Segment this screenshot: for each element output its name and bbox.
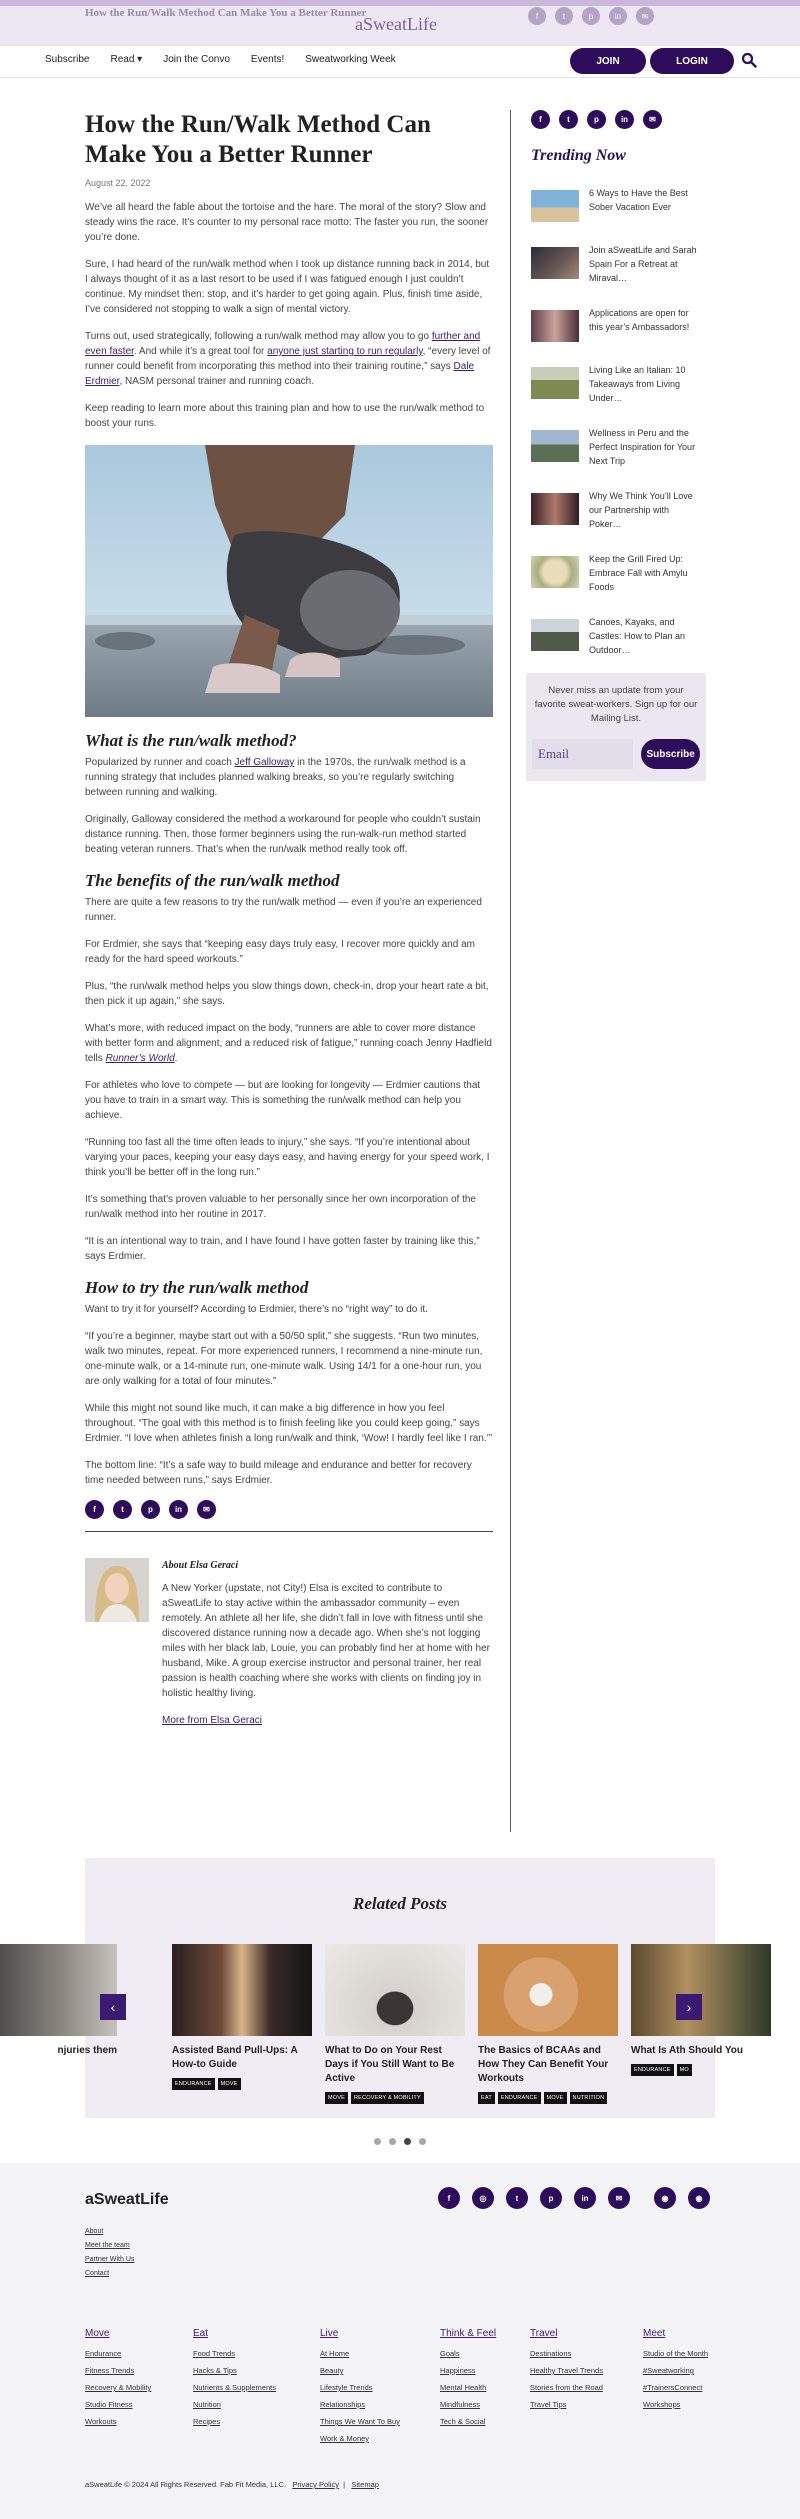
runner-tying-shoe-image	[85, 445, 493, 717]
divider	[85, 1531, 493, 1532]
tag[interactable]: ENDURANCE	[631, 2064, 674, 2076]
footer-link-contact[interactable]: Contact	[85, 2270, 110, 2277]
sitemap-link[interactable]: Sitemap	[351, 2480, 379, 2489]
top-strip	[0, 0, 800, 46]
related-tags	[478, 2092, 618, 2104]
main-nav	[0, 46, 800, 78]
author-bio: A New Yorker (upstate, not City!) Elsa is excited to contribute to aSweatLife to stay active within the ambassador community – even remotely. An athlete all her life, she didn’t fall in love with fitness until she discovered distance running now a decade ago. When she’s not logging miles with her black lab, Louie, you can probably find her at home with her husband, Mike. A group exercise instructor and personal trainer, her real passion is health coaching where she works with clients on finding joy in holistic healthy living.	[162, 1583, 490, 1699]
related-posts	[57, 1858, 744, 2118]
footer-col-link[interactable]: Workshops	[643, 2400, 681, 2409]
linkedin-icon[interactable]: in	[609, 7, 627, 25]
nav-links	[45, 54, 396, 65]
avatar	[85, 1558, 149, 1622]
trending-title: Why We Think You’ll Love our Partnership with Poker…	[589, 491, 693, 529]
footer-link-about[interactable]: About	[85, 2228, 104, 2235]
strip-article-title: How the Run/Walk Method Can Make You a Better Runner	[85, 7, 367, 19]
trending-title: Applications are open for this year’s Ambassadors!	[589, 308, 690, 332]
footer-col-eat	[193, 2328, 303, 2426]
footer-col-link[interactable]: Happiness	[440, 2366, 476, 2375]
tag[interactable]: ENDURANCE	[498, 2092, 541, 2104]
email-icon[interactable]: ✉	[608, 2187, 630, 2209]
trending-thumb	[531, 556, 579, 588]
footer-col-heading[interactable]: Travel	[530, 2328, 558, 2339]
related-card[interactable]	[172, 1944, 312, 2090]
footer-col-link[interactable]: Lifestyle Trends	[320, 2383, 373, 2392]
footer-col-link[interactable]: Things We Want To Buy	[320, 2417, 400, 2426]
footer-col-link[interactable]: Goals	[440, 2349, 460, 2358]
paragraph: We’ve all heard the fable about the tortoise and the hare. The moral of the story? Slow and steady wins the race. It’s counter to my personal race motto: The faster you run, the sooner you’re done.	[85, 202, 489, 243]
footer-col-link[interactable]: Nutrition	[193, 2400, 221, 2409]
footer-col-link[interactable]: Beauty	[320, 2366, 344, 2375]
footer-col-link[interactable]: Recovery & Mobility	[85, 2383, 152, 2392]
footer-col-link[interactable]: At Home	[320, 2349, 350, 2358]
pinterest-icon[interactable]: p	[141, 1500, 160, 1519]
footer-col-link[interactable]: Nutrients & Supplements	[193, 2383, 276, 2392]
strip-logo[interactable]: aSweatLife	[355, 14, 437, 34]
footer-link-team[interactable]: Meet the team	[85, 2242, 130, 2249]
facebook-icon[interactable]: f	[438, 2187, 460, 2209]
paragraph: There are quite a few reasons to try the run/walk method — even if you’re an experienced runner.	[85, 897, 482, 923]
footer-social	[438, 2187, 710, 2209]
author-body	[162, 1558, 493, 1728]
link-dale-erdmier[interactable]: Dale Erdmier	[85, 361, 475, 387]
login-button[interactable]: LOGIN	[650, 48, 734, 74]
related-title: What to Do on Your Rest Days if You Still Want to Be Active	[325, 2045, 455, 2084]
newsletter-box	[526, 673, 706, 781]
related-tags	[325, 2092, 465, 2104]
footer-col-move	[85, 2328, 195, 2426]
carousel-dot-active[interactable]	[404, 2138, 411, 2145]
related-image	[172, 1944, 312, 2036]
subscribe-button[interactable]: Subscribe	[641, 739, 700, 769]
hero-image	[85, 445, 493, 717]
footer-col-link[interactable]: Tech & Social	[440, 2417, 486, 2426]
author-box	[85, 1558, 493, 1728]
linkedin-icon[interactable]: in	[574, 2187, 596, 2209]
twitter-icon[interactable]: t	[559, 110, 578, 129]
progress-bar	[0, 0, 800, 6]
related-image	[0, 1944, 117, 2036]
carousel-dot[interactable]	[374, 2138, 381, 2145]
strip-social	[528, 7, 654, 25]
trending-thumb	[531, 619, 579, 651]
paragraph: Originally, Galloway considered the method a workaround for people who couldn’t sustain distance running. Then, those former beginners using the run-walk-run method started beating veteran runners. That’s when the run/walk method really took off.	[85, 814, 481, 855]
footer-col-link[interactable]: #TrainersConnect	[643, 2383, 703, 2392]
pinterest-icon[interactable]: p	[587, 110, 606, 129]
column-divider	[510, 110, 511, 1832]
paragraph: For athletes who love to compete — but are looking for longevity — Erdmier cautions that you have to train in a smart way. This is something the run/walk method can help you achieve.	[85, 1080, 481, 1121]
carousel-prev-button[interactable]: ‹	[100, 1994, 126, 2020]
trending-title: Keep the Grill Fired Up: Embrace Fall with Amylu Foods	[589, 554, 688, 592]
footer-col-link[interactable]: Destinations	[530, 2349, 572, 2358]
pinterest-icon[interactable]: p	[582, 7, 600, 25]
footer-col-link[interactable]: Mindfulness	[440, 2400, 481, 2409]
author-photo	[85, 1558, 149, 1622]
join-button[interactable]: JOIN	[570, 48, 646, 74]
email-icon[interactable]: ✉	[197, 1500, 216, 1519]
heading-how: How to try the run/walk method	[85, 1278, 309, 1297]
tag[interactable]: NUTRITION	[570, 2092, 608, 2104]
paragraph: Want to try it for yourself? According to Erdmier, there’s no “right way” to do it.	[85, 1304, 428, 1315]
footer-col-link[interactable]: Mental Health	[440, 2383, 487, 2392]
link-jeff-galloway[interactable]: Jeff Galloway	[234, 757, 295, 768]
article	[85, 110, 493, 1728]
footer-col-heading[interactable]: Meet	[643, 2328, 666, 2339]
carousel-dot[interactable]	[419, 2138, 426, 2145]
related-title: What Is Ath Should You	[631, 2045, 744, 2056]
related-image	[325, 1944, 465, 2036]
trending-item[interactable]	[531, 186, 701, 222]
trending-thumb	[531, 367, 579, 399]
paragraph: Plus, “the run/walk method helps you slow things down, check-in, drop your heart rate a bit, then pick it up again,” she says.	[85, 981, 489, 1007]
twitter-icon[interactable]: t	[506, 2187, 528, 2209]
facebook-icon[interactable]: f	[531, 110, 550, 129]
copyright	[85, 2480, 379, 2489]
footer	[0, 2163, 800, 2519]
heading-what: What is the run/walk method?	[85, 731, 297, 750]
text: , “every level of runner could benefit from incorporating this method into their training routine,” says	[85, 346, 491, 372]
tag[interactable]: MOVE	[325, 2092, 348, 2104]
paragraph: For Erdmier, she says that “keeping easy days truly easy, I recover more quickly and am ready for the hard speed workouts.”	[85, 939, 475, 965]
paragraph: “If you’re a beginner, maybe start out with a 50/50 split,” she suggests. “Run two minutes, walk two minutes, repeat. For more experienced runners, I recommend a nine-minute run, one-minute walk, or a 14-minute run, one-minute walk. Using 14/1 for a one-hour run, you are only walking for a total of four minutes.”	[85, 1331, 483, 1387]
related-card[interactable]	[325, 1944, 465, 2104]
tag[interactable]: MOVE	[218, 2078, 241, 2090]
footer-col-travel	[530, 2328, 640, 2409]
facebook-icon[interactable]: f	[528, 7, 546, 25]
tag[interactable]: RECOVERY & MOBILITY	[351, 2092, 424, 2104]
tag[interactable]: ENDURANCE	[172, 2078, 215, 2090]
separator: |	[343, 2480, 346, 2489]
footer-col-heading[interactable]: Live	[320, 2328, 339, 2339]
footer-col-link[interactable]: Hacks & Tips	[193, 2366, 237, 2375]
twitter-icon[interactable]: t	[555, 7, 573, 25]
trending-thumb	[531, 190, 579, 222]
footer-col-link[interactable]: Food Trends	[193, 2349, 236, 2358]
trending-thumb	[531, 247, 579, 279]
nav-sweatworking-week[interactable]: Sweatworking Week	[305, 54, 396, 65]
related-title: Assisted Band Pull-Ups: A How-to Guide	[172, 2045, 298, 2070]
nav-read[interactable]: Read ▾	[110, 54, 143, 65]
footer-col-link[interactable]: #Sweatworking	[643, 2366, 694, 2375]
trending-item[interactable]	[531, 489, 701, 531]
trending-title: Join aSweatLife and Sarah Spain For a Retreat at Miraval…	[589, 245, 697, 283]
footer-col-link[interactable]: Stories from the Road	[530, 2383, 603, 2392]
instagram-icon[interactable]: ◎	[472, 2187, 494, 2209]
trending-item[interactable]	[531, 552, 701, 594]
text: Runner’s World	[105, 1053, 175, 1064]
paragraph	[85, 1021, 493, 1066]
footer-col-heading[interactable]: Think & Feel	[440, 2328, 497, 2339]
sidebar-social	[531, 110, 701, 129]
trending-item[interactable]	[531, 363, 701, 405]
sidebar	[531, 110, 701, 781]
twitter-icon[interactable]: t	[113, 1500, 132, 1519]
trending-item[interactable]	[531, 615, 701, 657]
more-from-author-link[interactable]: More from Elsa Geraci	[162, 1715, 263, 1726]
paragraph	[85, 329, 493, 389]
text: Turns out, used strategically, following a run/walk method may allow you to go	[85, 331, 432, 342]
paragraph: It’s something that’s proven valuable to her personally since her own incorporation of the run/walk method into her routine in 2017.	[85, 1194, 476, 1220]
nav-events[interactable]: Events!	[250, 54, 285, 65]
trending-thumb	[531, 493, 579, 525]
trending-thumb	[531, 310, 579, 342]
footer-col-link[interactable]: Workouts	[85, 2417, 117, 2426]
trending-item[interactable]	[531, 306, 701, 342]
related-title: njuries them	[57, 2045, 117, 2056]
footer-col-link[interactable]: Travel Tips	[530, 2400, 567, 2409]
linkedin-icon[interactable]: in	[169, 1500, 188, 1519]
carousel-dots	[0, 2138, 800, 2145]
footer-col-link[interactable]: Healthy Travel Trends	[530, 2366, 603, 2375]
carousel-dot[interactable]	[389, 2138, 396, 2145]
paragraph: “Running too fast all the time often leads to injury,” she says. “If you’re intentional about varying your paces, keeping your easy days easy, and having energy for your speed work, I think you’ll be better off in the long run.”	[85, 1137, 490, 1178]
footer-logo[interactable]: aSweatLife	[85, 2191, 169, 2208]
footer-col-live	[320, 2328, 430, 2443]
trending-item[interactable]	[531, 243, 701, 285]
carousel-next-button[interactable]: ›	[676, 1994, 702, 2020]
footer-col-link[interactable]: Recipes	[193, 2417, 221, 2426]
email-icon[interactable]: ✉	[636, 7, 654, 25]
newsletter-form	[532, 739, 700, 769]
related-carousel	[57, 1944, 744, 2144]
paragraph: The bottom line: “It’s a safe way to build mileage and endurance and better for recovery time needed between runs,” says Erdmier.	[85, 1460, 472, 1486]
tag[interactable]: MOVE	[544, 2092, 567, 2104]
paragraph: Keep reading to learn more about this training plan and how to use the run/walk method to boost your runs.	[85, 403, 485, 429]
text: .	[174, 1053, 178, 1064]
email-icon[interactable]: ✉	[643, 110, 662, 129]
footer-col-link[interactable]: Fitness Trends	[85, 2366, 135, 2375]
footer-col-link[interactable]: Endurance	[85, 2349, 122, 2358]
privacy-policy-link[interactable]: Privacy Policy	[292, 2480, 339, 2489]
nav-subscribe[interactable]: Subscribe	[45, 54, 90, 65]
footer-col-link[interactable]: Studio Fitness	[85, 2400, 133, 2409]
podcast-icon[interactable]: ◉	[688, 2187, 710, 2209]
related-heading: Related Posts	[353, 1894, 447, 1913]
tag[interactable]: MO	[677, 2064, 692, 2076]
link-start-running[interactable]: anyone just starting to run regularly	[267, 346, 423, 357]
paragraph	[85, 755, 493, 800]
footer-col-link[interactable]: Studio of the Month	[643, 2349, 709, 2358]
footer-col-link[interactable]: Work & Money	[320, 2434, 370, 2443]
trending-heading: Trending Now	[531, 147, 626, 164]
related-card[interactable]	[478, 1944, 618, 2104]
text: Popularized by runner and coach	[85, 757, 235, 768]
trending-title: 6 Ways to Have the Best Sober Vacation Ever	[589, 188, 688, 212]
paragraph: Sure, I had heard of the run/walk method when I took up distance running back in 2014, but I always thought of it as a last resort to be used if I was fatigued enough I just couldn’t continue. My mindset then: stop, and it’s harder to get going again. Plus, finish time aside, I’ve considered not stopping to walk a sign of mental victory.	[85, 259, 490, 315]
paragraph: While this might not sound like much, it can make a big difference in how you feel throughout. “The goal with this method is to finish feeling like you could keep going,” says Erdmier. “I love when athletes finish a long run/walk and think, ‘Wow! I hardly feel like I ran.’”	[85, 1403, 493, 1444]
search-icon[interactable]	[741, 52, 757, 68]
author-name: About Elsa Geraci	[162, 1560, 239, 1571]
related-image	[478, 1944, 618, 2036]
facebook-icon[interactable]: f	[85, 1500, 104, 1519]
trending-item[interactable]	[531, 426, 701, 468]
footer-col-heading[interactable]: Move	[85, 2328, 110, 2339]
footer-link-partner[interactable]: Partner With Us	[85, 2256, 135, 2263]
paragraph: “It is an intentional way to train, and I have found I have gotten faster by training like this,” says Erdmier.	[85, 1236, 480, 1262]
footer-col-heading[interactable]: Eat	[193, 2328, 209, 2339]
link-runners-world[interactable]	[106, 1053, 175, 1064]
related-title: The Basics of BCAAs and How They Can Benefit Your Workouts	[478, 2045, 609, 2084]
copyright-text: aSweatLife © 2024 All Rights Reserved. Fab Fit Media, LLC.	[85, 2480, 287, 2489]
nav-join-the-convo[interactable]: Join the Convo	[163, 54, 230, 65]
footer-links	[85, 2225, 134, 2281]
tag[interactable]: EAT	[478, 2092, 495, 2104]
email-field[interactable]: Email	[532, 739, 633, 769]
footer-col-link[interactable]: Relationships	[320, 2400, 366, 2409]
publish-date: August 22, 2022	[85, 178, 151, 188]
heading-benefits: The benefits of the run/walk method	[85, 871, 340, 890]
trending-thumb	[531, 430, 579, 462]
newsletter-text: Never miss an update from your favorite sweat-workers. Sign up for our Mailing List.	[534, 685, 698, 724]
spotify-icon[interactable]: ◉	[654, 2187, 676, 2209]
linkedin-icon[interactable]: in	[615, 110, 634, 129]
text: , NASM personal trainer and running coach.	[119, 376, 315, 387]
related-image	[631, 1944, 771, 2036]
footer-col-meet	[643, 2328, 753, 2409]
pinterest-icon[interactable]: p	[540, 2187, 562, 2209]
related-tags	[172, 2078, 312, 2090]
trending-title: Canoes, Kayaks, and Castles: How to Plan an Outdoor…	[589, 617, 686, 655]
text: . And while it’s a great tool for	[133, 346, 268, 357]
trending-title: Living Like an Italian: 10 Takeaways from Living Under…	[589, 365, 686, 403]
text: What’s more, with reduced impact on the body, “runners are able to cover more distance with better form and alignment, and a reduced risk of fatigue,” running coach Jenny Hadfield tells	[85, 1023, 492, 1064]
share-buttons	[85, 1500, 493, 1519]
text: in the 1970s, the run/walk method is a running strategy that includes planned walking breaks, so you’re regularly switching between running and walking.	[85, 757, 466, 798]
page-title: How the Run/Walk Method Can Make You a Better Runner	[85, 111, 431, 168]
related-tags	[631, 2064, 771, 2076]
trending-title: Wellness in Peru and the Perfect Inspiration for Your Next Trip	[589, 428, 696, 466]
link-further-faster[interactable]: further and even faster	[85, 331, 481, 357]
